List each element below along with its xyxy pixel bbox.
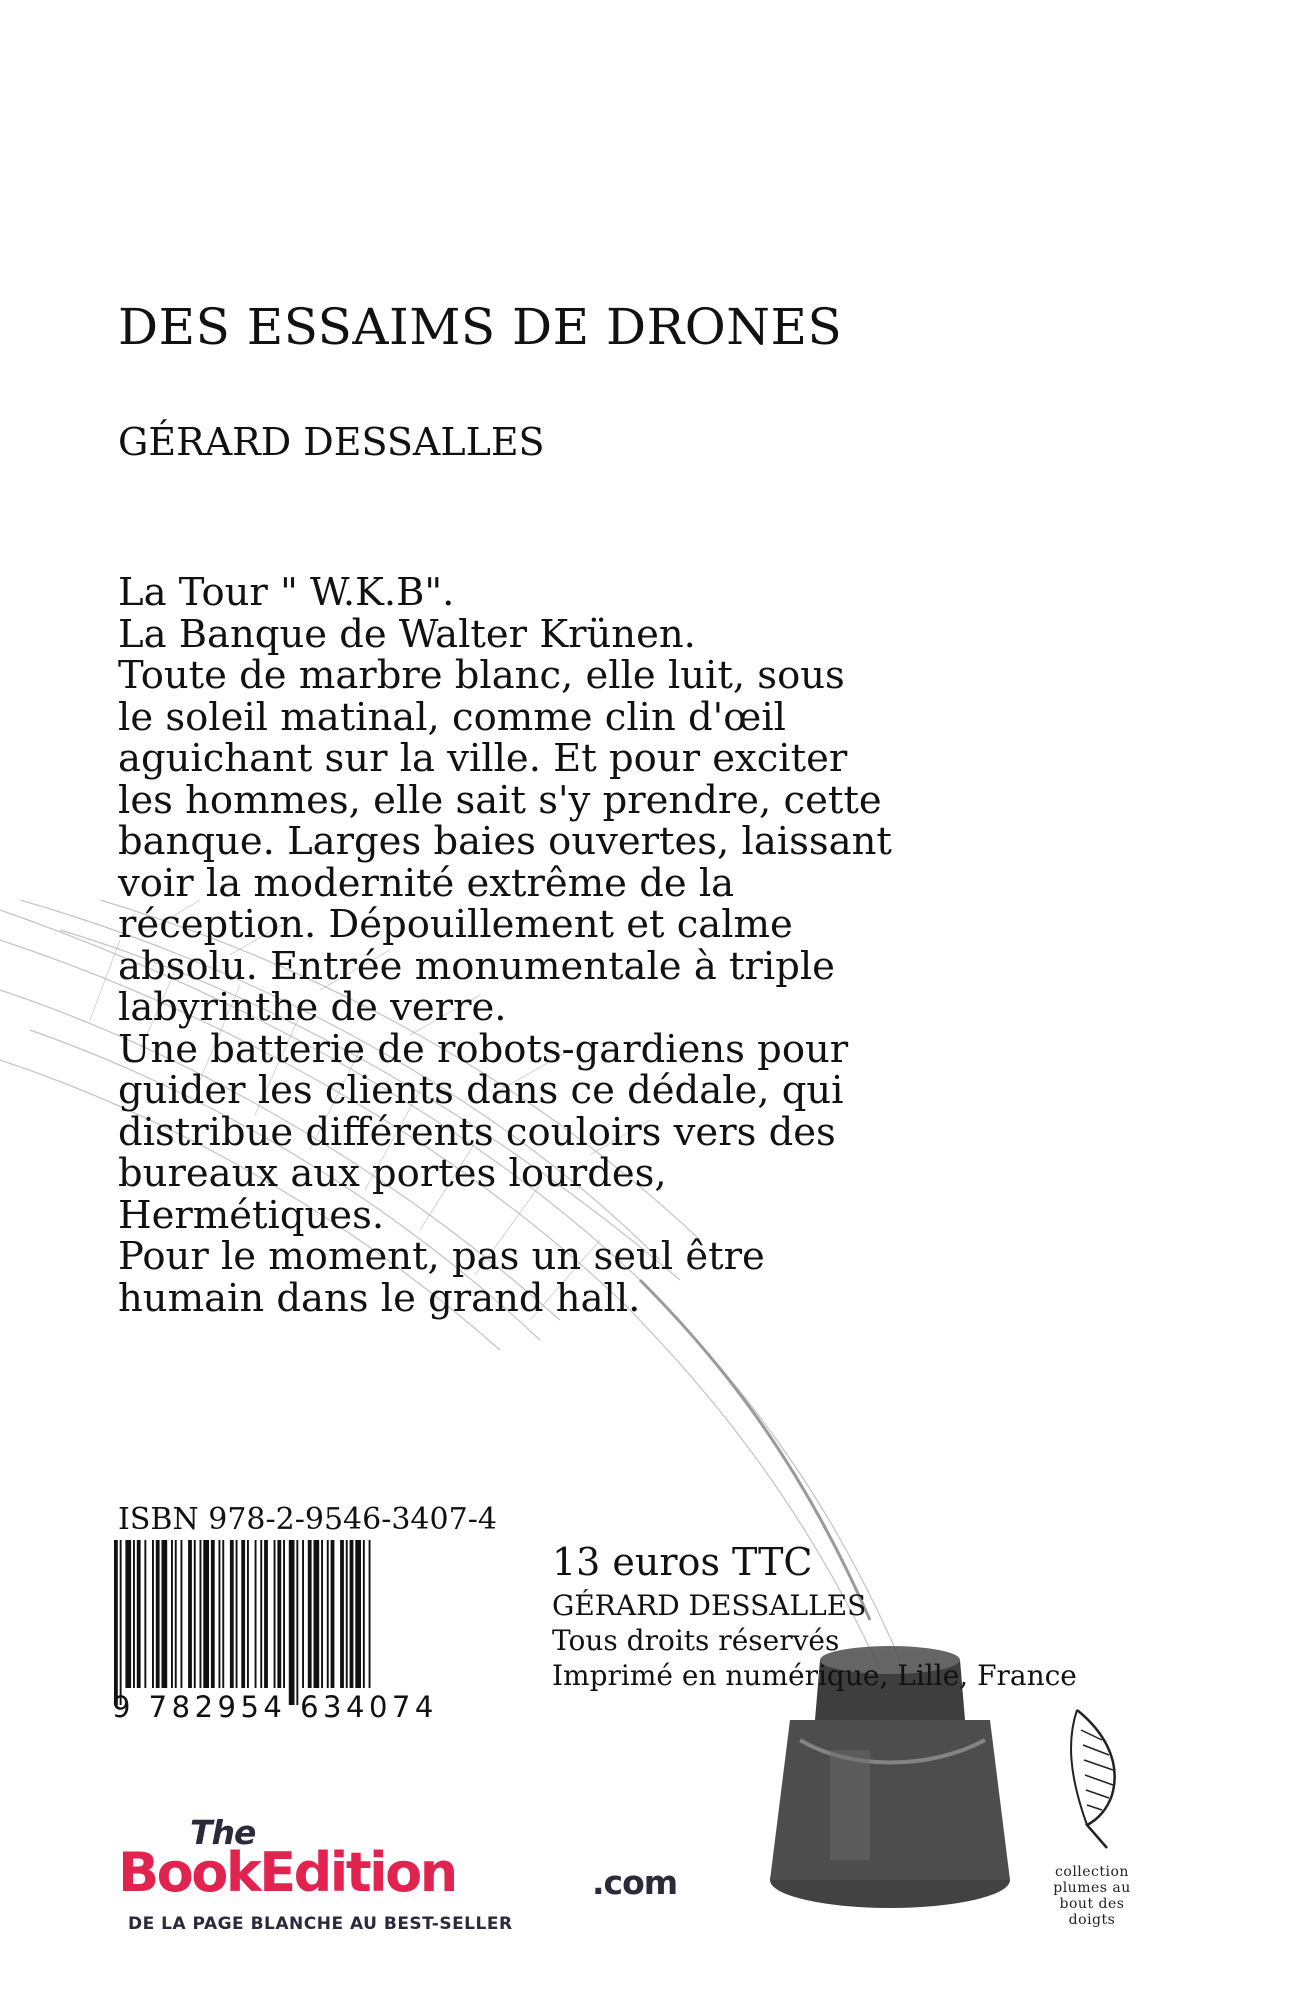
barcode-bar: [125, 1540, 131, 1688]
barcode-bar: [283, 1540, 285, 1688]
barcode-bar: [162, 1540, 168, 1688]
barcode-bar: [340, 1540, 344, 1688]
barcode-bar: [296, 1540, 298, 1705]
barcode-bar: [302, 1540, 304, 1688]
barcode-bar: [327, 1540, 329, 1688]
barcode-bar: [331, 1540, 335, 1688]
barcode-bar: [181, 1540, 183, 1688]
book-blurb: [118, 572, 948, 1319]
blurb-line: les hommes, elle sait s'y prendre, cette: [118, 777, 882, 823]
info-author: GÉRARD DESSALLES: [552, 1589, 867, 1622]
logo-tagline: DE LA PAGE BLANCHE AU BEST-SELLER: [128, 1914, 513, 1934]
blurb-line: Pour le moment, pas un seul être: [118, 1234, 765, 1279]
barcode-bar: [314, 1540, 320, 1688]
barcode-bar: [144, 1540, 146, 1688]
barcode-digits: 9 782954 634074: [112, 1690, 438, 1724]
collection-line: doigts: [1068, 1912, 1116, 1928]
barcode-bar: [230, 1540, 234, 1688]
blurb-line: Une batterie de robots-gardiens pour: [118, 1026, 849, 1072]
barcode-bar: [241, 1540, 245, 1688]
blurb-line: Toute de marbre blanc, elle luit, sous: [118, 653, 845, 698]
barcode-bar: [308, 1540, 312, 1688]
barcode-bar: [194, 1540, 196, 1688]
blurb-line: La Banque de Walter Krünen.: [118, 611, 696, 657]
blurb-line: La Tour " W.K.B".: [118, 570, 455, 615]
blurb-line: banque. Larges baies ouvertes, laissant: [118, 819, 892, 864]
barcode-bar: [236, 1540, 238, 1688]
blurb-line: humain dans le grand hall.: [118, 1275, 641, 1321]
barcode-bar: [321, 1540, 323, 1688]
barcode-bar: [274, 1540, 276, 1688]
blurb-line: voir la modernité extrême de la: [118, 860, 735, 906]
barcode-bar: [260, 1540, 262, 1688]
barcode-bar: [188, 1540, 192, 1688]
book-title: DES ESSAIMS DE DRONES: [118, 298, 843, 356]
barcode-bar: [369, 1540, 371, 1688]
barcode-bar: [277, 1540, 281, 1688]
barcode-bar: [171, 1540, 173, 1688]
logo-dotcom: .com: [592, 1863, 678, 1902]
collection-line: bout des: [1059, 1896, 1125, 1912]
barcode-bar: [156, 1540, 160, 1688]
barcode-bar: [363, 1540, 365, 1688]
barcode-bar: [350, 1540, 354, 1688]
barcode-bar: [346, 1540, 348, 1688]
blurb-line: labyrinthe de verre.: [118, 985, 507, 1030]
price: 13 euros TTC: [552, 1540, 813, 1584]
barcode-bar: [211, 1540, 215, 1688]
barcode-bar: [219, 1540, 221, 1688]
print-notice: Imprimé en numérique, Lille, France: [552, 1659, 1077, 1692]
barcode-bar: [200, 1540, 202, 1688]
barcode-bar: [222, 1540, 224, 1688]
blurb-line: Hermétiques.: [118, 1192, 385, 1238]
barcode-bar: [247, 1540, 249, 1688]
blurb-line: bureaux aux portes lourdes,: [118, 1151, 667, 1196]
logo-the: The: [190, 1813, 256, 1852]
barcode-bar: [120, 1540, 122, 1705]
blurb-line: réception. Dépouillement et calme: [118, 902, 793, 947]
barcode-bar: [133, 1540, 135, 1688]
collection-line: plumes au: [1053, 1880, 1131, 1896]
barcode-bar: [355, 1540, 361, 1688]
feather-icon: [1047, 1700, 1137, 1850]
barcode-bar: [203, 1540, 209, 1688]
logo-brand: BookEdition: [118, 1841, 456, 1904]
blurb-line: le soleil matinal, comme clin d'œil: [118, 694, 786, 740]
blurb-line: aguichant sur la ville. Et pour exciter: [118, 736, 848, 781]
barcode-bar: [289, 1540, 295, 1705]
barcode: [112, 1540, 472, 1705]
barcode-bar: [152, 1540, 154, 1688]
blurb-line: absolu. Entrée monumentale à triple: [118, 943, 835, 989]
barcode-bar: [255, 1540, 257, 1688]
collection-mark: [1032, 1700, 1152, 1928]
barcode-bar: [114, 1540, 118, 1705]
isbn-label: ISBN 978-2-9546-3407-4: [118, 1502, 497, 1537]
blurb-line: distribue différents couloirs vers des: [118, 1109, 836, 1155]
publication-info: [552, 1540, 1077, 1693]
collection-line: collection: [1055, 1864, 1129, 1880]
barcode-bar: [175, 1540, 177, 1688]
barcode-bar: [137, 1540, 141, 1688]
rights-notice: Tous droits réservés: [552, 1624, 840, 1657]
barcode-bar: [264, 1540, 268, 1688]
blurb-line: guider les clients dans ce dédale, qui: [118, 1068, 844, 1113]
book-author: GÉRARD DESSALLES: [118, 420, 545, 464]
